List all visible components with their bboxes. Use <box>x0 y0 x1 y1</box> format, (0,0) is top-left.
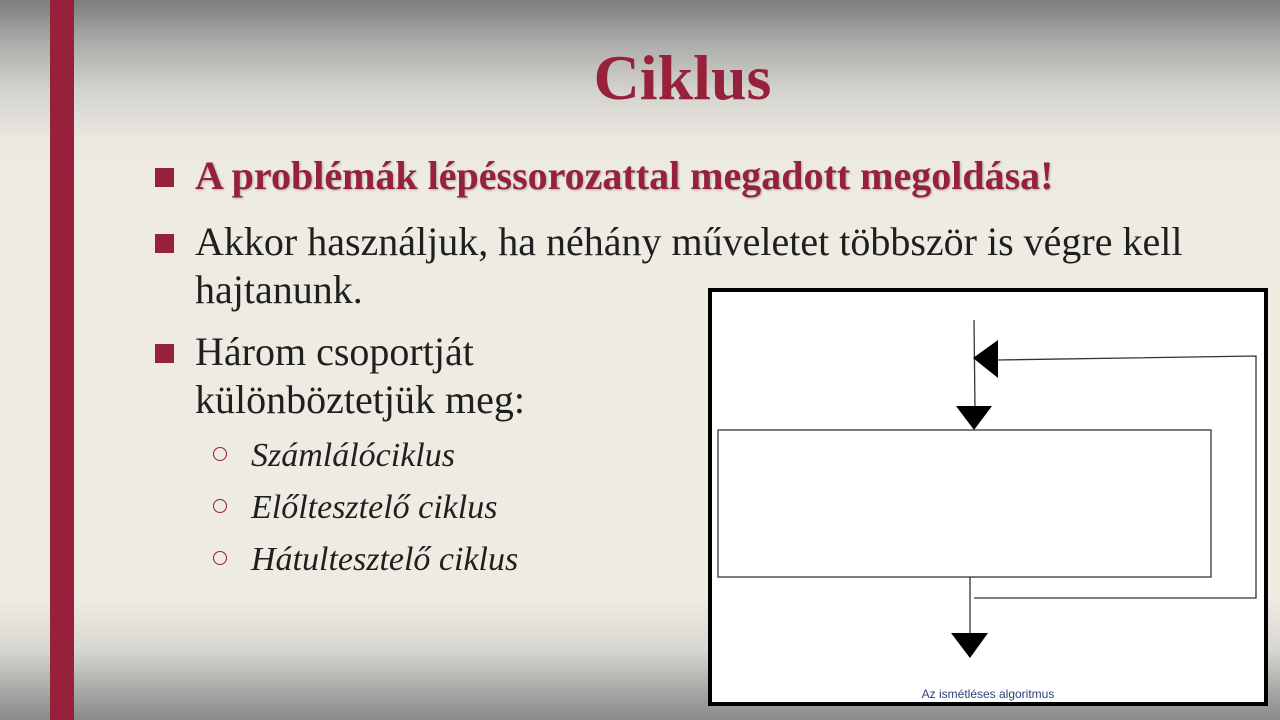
diagram-caption: Az ismétléses algoritmus <box>921 687 1055 701</box>
circle-bullet-icon <box>213 551 227 565</box>
circle-bullet-icon <box>213 499 227 513</box>
square-bullet-icon <box>155 234 174 253</box>
bullet-item <box>155 152 1215 200</box>
down-arrow-icon <box>956 406 992 430</box>
bullet-text: A problémák lépéssorozattal megadott megoldása! <box>195 153 1054 198</box>
process-box <box>718 430 1211 577</box>
sub-item <box>213 534 635 586</box>
sub-item-text: Számlálóciklus <box>251 437 455 474</box>
square-bullet-icon <box>155 344 174 363</box>
circle-bullet-icon <box>213 447 227 461</box>
square-bullet-icon <box>155 168 174 187</box>
exit-arrow-icon <box>951 633 988 658</box>
bullet-text: Akkor használjuk, ha néhány műveletet többször is végre kell hajtanunk. <box>195 219 1183 312</box>
sub-item <box>213 430 635 482</box>
loop-arrow-icon <box>973 340 998 378</box>
bullet-item <box>155 328 635 586</box>
loop-flowchart <box>712 292 1264 702</box>
entry-line <box>974 320 975 410</box>
sub-list <box>213 430 635 586</box>
sub-item-text: Hátultesztelő ciklus <box>251 541 519 578</box>
slide-title: Ciklus <box>593 42 772 113</box>
sub-item-text: Előltesztelő ciklus <box>251 489 498 526</box>
loop-diagram <box>708 288 1268 706</box>
sub-item <box>213 482 635 534</box>
bullet-text: Három csoportját különböztetjük meg: <box>195 329 525 422</box>
